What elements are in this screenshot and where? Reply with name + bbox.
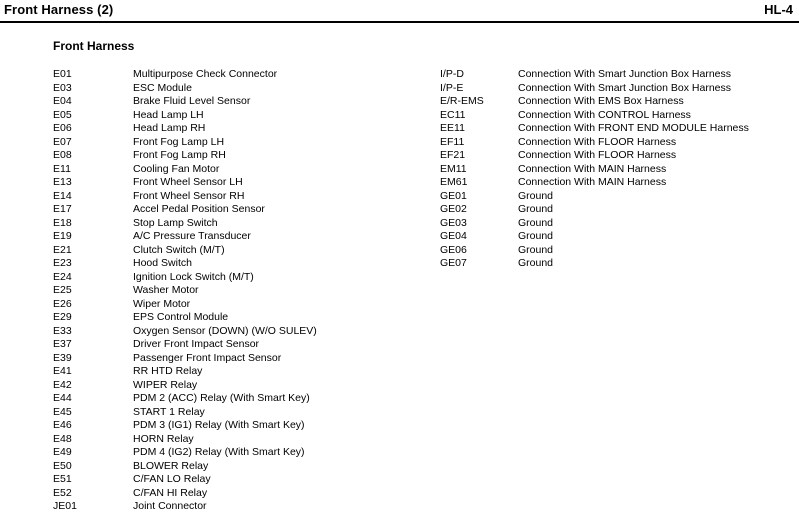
page-number: HL-4 xyxy=(764,2,793,17)
connector-code: E39 xyxy=(53,351,72,364)
connector-description: Wiper Motor xyxy=(133,297,191,310)
connector-code: EE11 xyxy=(440,122,465,134)
connector-code: E17 xyxy=(53,203,72,215)
connector-code: GE02 xyxy=(440,203,467,215)
connector-code: E52 xyxy=(53,486,72,499)
connector-description: Front Wheel Sensor RH xyxy=(133,189,245,202)
connector-code: E11 xyxy=(53,162,71,175)
connector-description: Connection With FLOOR Harness xyxy=(518,149,677,161)
connector-code: EM61 xyxy=(440,176,468,188)
connector-description: Connection With MAIN Harness xyxy=(518,162,667,175)
connector-description: Ground xyxy=(518,189,554,202)
connector-code: E41 xyxy=(53,365,72,377)
connector-code: E25 xyxy=(53,284,72,296)
connector-description: Ground xyxy=(518,203,554,215)
connector-description: Front Fog Lamp LH xyxy=(133,135,225,148)
connector-code: EF21 xyxy=(440,149,466,161)
connector-code: EC11 xyxy=(440,108,466,121)
connector-code: E07 xyxy=(53,135,72,148)
connector-description: Connection With Smart Junction Box Harness xyxy=(518,68,732,80)
connector-code: E08 xyxy=(53,149,72,161)
connector-code: EF11 xyxy=(440,135,465,148)
connector-description: WIPER Relay xyxy=(133,378,198,391)
connector-description: Accel Pedal Position Sensor xyxy=(133,203,265,215)
connector-description: A/C Pressure Transducer xyxy=(133,230,251,242)
connector-code: GE01 xyxy=(440,189,467,202)
connector-description: Connection With FLOOR Harness xyxy=(518,135,677,148)
connector-code: E26 xyxy=(53,297,72,310)
connector-code: E46 xyxy=(53,419,72,431)
connector-code: E50 xyxy=(53,459,72,472)
connector-description: PDM 2 (ACC) Relay (With Smart Key) xyxy=(133,392,310,404)
connector-code: E42 xyxy=(53,378,72,391)
connector-code: E04 xyxy=(53,95,72,107)
connector-description: Clutch Switch (M/T) xyxy=(133,243,225,256)
connector-description: Connection With CONTROL Harness xyxy=(518,108,691,121)
connector-code: E14 xyxy=(53,189,72,202)
connector-description: Joint Connector xyxy=(133,500,207,512)
connector-description: ESC Module xyxy=(133,81,192,94)
connector-description: Connection With FRONT END MODULE Harness xyxy=(518,122,749,134)
connector-description: PDM 4 (IG2) Relay (With Smart Key) xyxy=(133,446,305,458)
connector-description: Connection With EMS Box Harness xyxy=(518,95,684,107)
connector-code: E/R-EMS xyxy=(440,95,484,107)
connector-description: Ground xyxy=(518,216,554,229)
connector-code: I/P-D xyxy=(440,68,464,80)
connector-description: Ignition Lock Switch (M/T) xyxy=(133,270,254,283)
connector-code: E03 xyxy=(53,81,72,94)
connector-description: EPS Control Module xyxy=(133,311,229,323)
connector-code: E05 xyxy=(53,108,72,121)
connector-code: E49 xyxy=(53,446,72,458)
connector-description: Driver Front Impact Sensor xyxy=(133,338,260,350)
connector-code: E21 xyxy=(53,243,72,256)
connector-code: E33 xyxy=(53,324,72,337)
connector-code: E37 xyxy=(53,338,72,350)
connector-description: Connection With MAIN Harness xyxy=(518,176,667,188)
section-title: Front Harness xyxy=(53,39,135,53)
page-header xyxy=(0,0,799,23)
connector-code: E44 xyxy=(53,392,72,404)
connector-description: Ground xyxy=(518,230,554,242)
connector-code: I/P-E xyxy=(440,81,464,94)
connector-code: EM11 xyxy=(440,162,467,175)
connector-description: C/FAN LO Relay xyxy=(133,473,211,485)
connector-code: GE07 xyxy=(440,257,467,269)
connector-description: Front Wheel Sensor LH xyxy=(133,176,243,188)
connector-description: BLOWER Relay xyxy=(133,459,209,472)
connector-description: Ground xyxy=(518,257,554,269)
connector-code: GE03 xyxy=(440,216,467,229)
connector-code: E19 xyxy=(53,230,72,242)
connector-description: START 1 Relay xyxy=(133,405,205,418)
connector-code: GE06 xyxy=(440,243,467,256)
connector-description: Passenger Front Impact Sensor xyxy=(133,351,282,364)
connector-description: Head Lamp LH xyxy=(133,108,204,121)
connector-description: Multipurpose Check Connector xyxy=(133,68,278,80)
connector-description: Head Lamp RH xyxy=(133,122,206,134)
connector-description: RR HTD Relay xyxy=(133,365,203,377)
connector-description: Brake Fluid Level Sensor xyxy=(133,95,251,107)
connector-description: Stop Lamp Switch xyxy=(133,216,218,229)
connector-code: GE04 xyxy=(440,230,467,242)
connector-description: Cooling Fan Motor xyxy=(133,162,220,175)
connector-description: HORN Relay xyxy=(133,432,194,445)
connector-code: E29 xyxy=(53,311,72,323)
connector-description: Connection With Smart Junction Box Harness xyxy=(518,81,732,94)
connector-code: E13 xyxy=(53,176,72,188)
connector-description: C/FAN HI Relay xyxy=(133,486,208,499)
page-title: Front Harness (2) xyxy=(4,2,114,17)
connector-description: Oxygen Sensor (DOWN) (W/O SULEV) xyxy=(133,324,317,337)
connector-code: E51 xyxy=(53,473,72,485)
connector-code: E18 xyxy=(53,216,72,229)
connector-code: E23 xyxy=(53,257,72,269)
connector-description: Ground xyxy=(518,243,554,256)
connector-description: Washer Motor xyxy=(133,284,199,296)
connector-description: Front Fog Lamp RH xyxy=(133,149,226,161)
connector-code: E06 xyxy=(53,122,72,134)
connector-description: PDM 3 (IG1) Relay (With Smart Key) xyxy=(133,419,305,431)
connector-code: JE01 xyxy=(53,500,77,512)
connector-code: E01 xyxy=(53,68,72,80)
connector-code: E48 xyxy=(53,432,72,445)
connector-description: Hood Switch xyxy=(133,257,192,269)
connector-code: E45 xyxy=(53,405,72,418)
connector-code: E24 xyxy=(53,270,72,283)
